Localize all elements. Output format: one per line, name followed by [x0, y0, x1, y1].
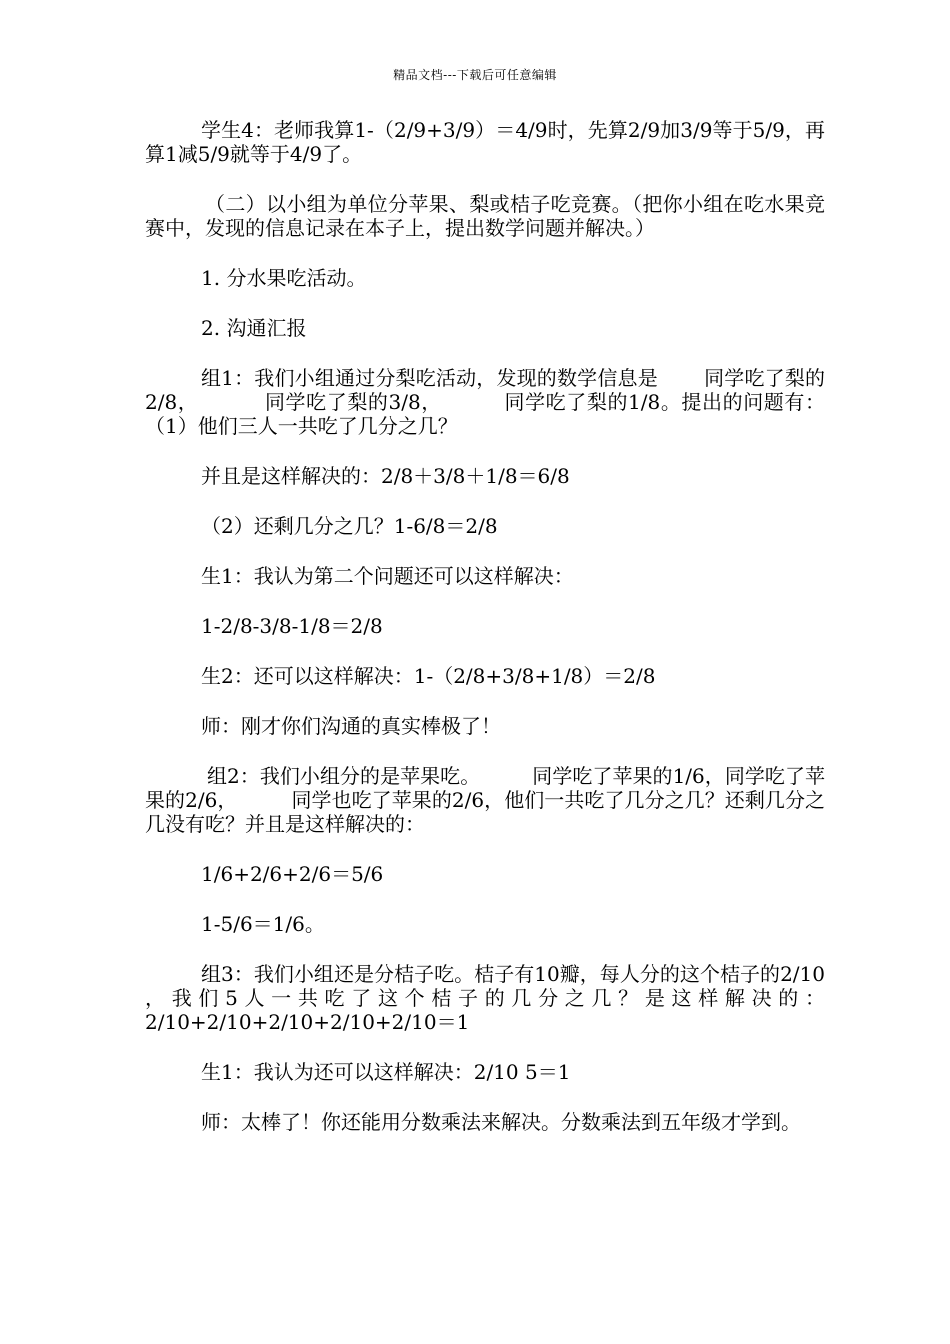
paragraph-student4: 学生4：老师我算1-（2/9+3/9）＝4/9时，先算2/9加3/9等于5/9，再算1减5/9就等于4/9了。: [145, 118, 825, 166]
paragraph-formula2: 1/6+2/6+2/6＝5/6: [201, 862, 384, 886]
group1-pear-c: 同学吃了梨的1/8。提出的问题有：（1）他们三人一共吃了几分之几？: [145, 390, 825, 438]
paragraph-student1-b: 生1：我认为还可以这样解决：2/10 5＝1: [201, 1060, 571, 1084]
document-body: [145, 118, 825, 1160]
group1-pear-a: 同学吃了梨的2/8，: [145, 366, 825, 414]
paragraph-formula1: 1-2/8-3/8-1/8＝2/8: [201, 614, 383, 638]
group2-apple-b: 同学也吃了苹果的2/6，他们一共吃了几分之几？还剩几分之几没有吃？并且是这样解决的：: [145, 788, 826, 836]
paragraph-solution1: 并且是这样解决的：2/8＋3/8＋1/8＝6/8: [201, 464, 570, 488]
paragraph-report: 2. 沟通汇报: [201, 316, 307, 340]
paragraph-group2: [145, 764, 825, 836]
paragraph-competition: （二）以小组为单位分苹果、梨或桔子吃竞赛。（把你小组在吃水果竞赛中，发现的信息记录在本子上，提出数学问题并解决。）: [145, 192, 825, 240]
group1-pear-b: 同学吃了梨的3/8，: [264, 390, 442, 414]
page-header: 精品文档---下载后可任意编辑: [393, 68, 557, 82]
paragraph-teacher2: 师：太棒了！你还能用分数乘法来解决。分数乘法到五年级才学到。: [201, 1110, 801, 1134]
paragraph-activity: 1. 分水果吃活动。: [201, 266, 367, 290]
paragraph-group1: [145, 366, 825, 438]
paragraph-question2: （2）还剩几分之几？1-6/8＝2/8: [201, 514, 498, 538]
group1-intro: 组1：我们小组通过分梨吃活动，发现的数学信息是: [201, 366, 658, 390]
group2-intro: 组2：我们小组分的是苹果吃。: [207, 764, 481, 788]
paragraph-teacher1: 师：刚才你们沟通的真实棒极了！: [201, 714, 501, 738]
paragraph-group3: 组3：我们小组还是分桔子吃。桔子有10瓣，每人分的这个桔子的2/10 ，我们5人一共吃了这个桔子的几分之几？是这样解决的：2/10+2/10+2/10+2/10+2/10＝1: [145, 962, 825, 1034]
paragraph-formula3: 1-5/6＝1/6。: [201, 912, 325, 936]
paragraph-student1: 生1：我认为第二个问题还可以这样解决：: [201, 564, 574, 588]
group2-apple-a: 同学吃了苹果的1/6，同学吃了苹果的2/6，: [145, 764, 825, 812]
paragraph-student2: 生2：还可以这样解决：1-（2/8+3/8+1/8）＝2/8: [201, 664, 656, 688]
